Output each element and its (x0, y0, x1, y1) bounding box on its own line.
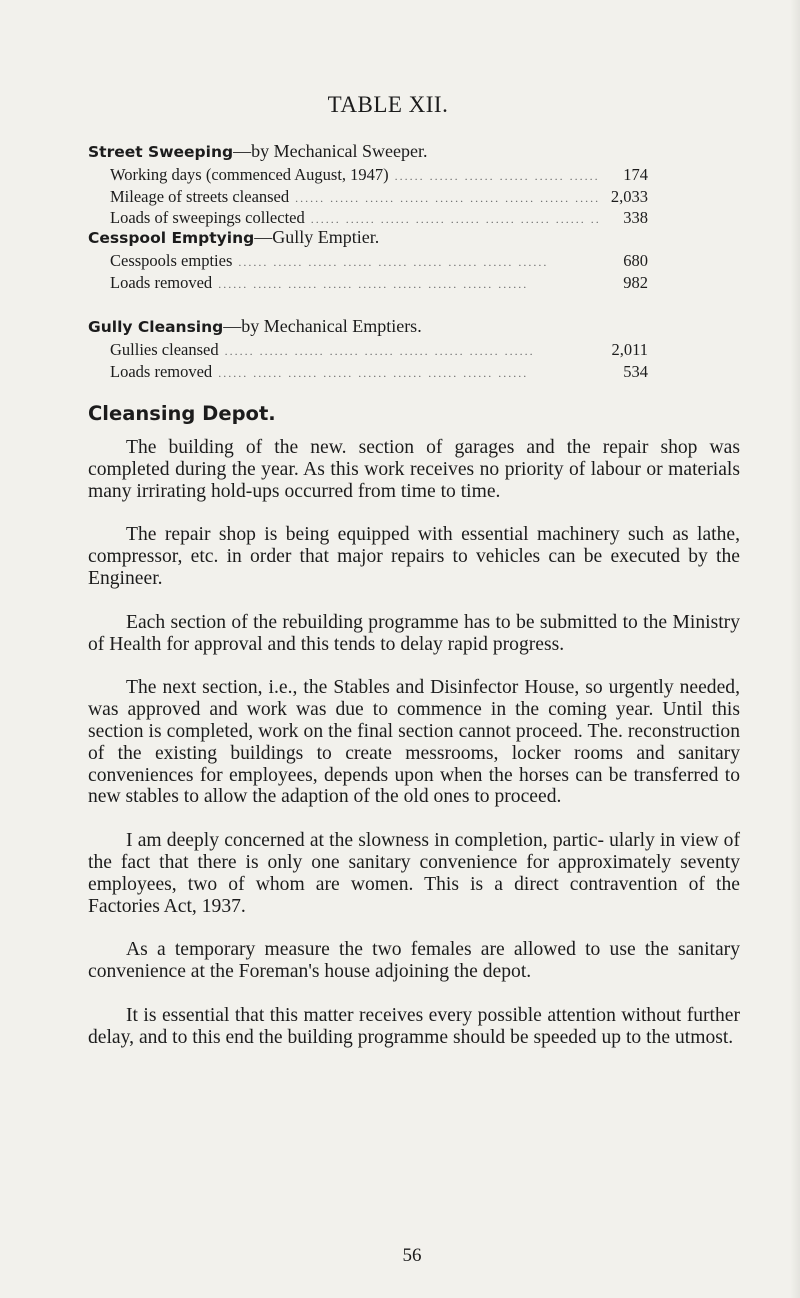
table-row (88, 362, 648, 384)
section-heading (88, 140, 648, 163)
row-value: 174 (623, 165, 648, 184)
row-label: Gullies cleansed (110, 340, 219, 359)
section-heading (88, 315, 648, 338)
leader-dots (389, 167, 598, 187)
paragraph: The repair shop is being equipped with essential machinery such as lathe, compressor, etc. in order that major repairs to vehicles can be executed by the Engineer. (88, 524, 740, 589)
report-body (88, 437, 740, 1071)
table-row (88, 340, 648, 362)
section-heading-rest: —Gully Emptier. (254, 227, 380, 247)
section-heading-bold: Cesspool Emptying (88, 229, 255, 247)
row-value: 2,033 (610, 186, 648, 206)
leader-dots (289, 189, 598, 209)
row-label: Loads removed (110, 361, 213, 381)
paragraph: As a temporary measure the two females are allowed to use the sanitary convenience at the Foreman's house adjoining the depot. (88, 939, 740, 983)
leader-dots (212, 364, 598, 384)
row-value: 982 (623, 272, 648, 292)
section-heading (88, 226, 648, 249)
section-heading-rest: —by Mechanical Emptiers. (223, 316, 422, 336)
row-value: 534 (623, 361, 648, 381)
page-edge-shadow (790, 0, 800, 1298)
row-label: Loads removed (110, 272, 213, 292)
paragraph: Each section of the rebuilding programme has to be submitted to the Ministry of Health for approval and this tends to delay rapid progress. (88, 611, 740, 655)
table-row (88, 187, 648, 209)
paragraph: I am deeply concerned at the slowness in completion, partic- ularly in view of the fact that there is only one sanitary convenience for approximately seventy employees, two of whom are women. This is a direct contravention of the Factories Act, 1937. (88, 830, 740, 917)
paragraph: The building of the new. section of garages and the repair shop was completed during the year. As this work receives no priority of labour or materials many irrirating hold-ups occurred from time to time. (88, 437, 740, 502)
row-label: Working days (commenced August, 1947) (110, 165, 389, 184)
leader-dots (232, 253, 598, 273)
leader-dots (212, 275, 598, 295)
table-row (88, 165, 648, 187)
row-value: 338 (623, 208, 648, 227)
gully-cleansing-section (88, 315, 648, 383)
table-row (88, 273, 648, 295)
row-value: 680 (623, 251, 648, 270)
cleansing-depot-heading: Cleansing Depot. (88, 402, 276, 425)
street-sweeping-section (88, 140, 648, 230)
table-title: TABLE XII. (327, 92, 449, 117)
page-number: 56 (402, 1245, 422, 1266)
section-heading-bold: Gully Cleansing (88, 318, 224, 336)
section-heading-rest: —by Mechanical Sweeper. (233, 141, 428, 161)
row-label: Loads of sweepings collected (110, 208, 305, 227)
paragraph: The next section, i.e., the Stables and Disinfector House, so urgently needed, was approved and work was due to commence in the coming year. Until this section is completed, work on the final section cannot proceed. The. reconstruction of the existing buildings to create messrooms, locker rooms and sanitary conveniences for employees, depends upon when the horses can be transferred to new stables to allow the adaption of the old ones to proceed. (88, 677, 740, 808)
row-label: Cesspools empties (110, 251, 233, 270)
table-row (88, 251, 648, 273)
row-value: 2,011 (611, 340, 648, 359)
section-heading-bold: Street Sweeping (88, 143, 234, 161)
cesspool-emptying-section (88, 226, 648, 294)
leader-dots (219, 342, 598, 362)
paragraph: It is essential that this matter receives every possible attention without further delay, and to this end the building programme should be speeded up to the utmost. (88, 1004, 740, 1048)
row-label: Mileage of streets cleansed (110, 186, 290, 206)
